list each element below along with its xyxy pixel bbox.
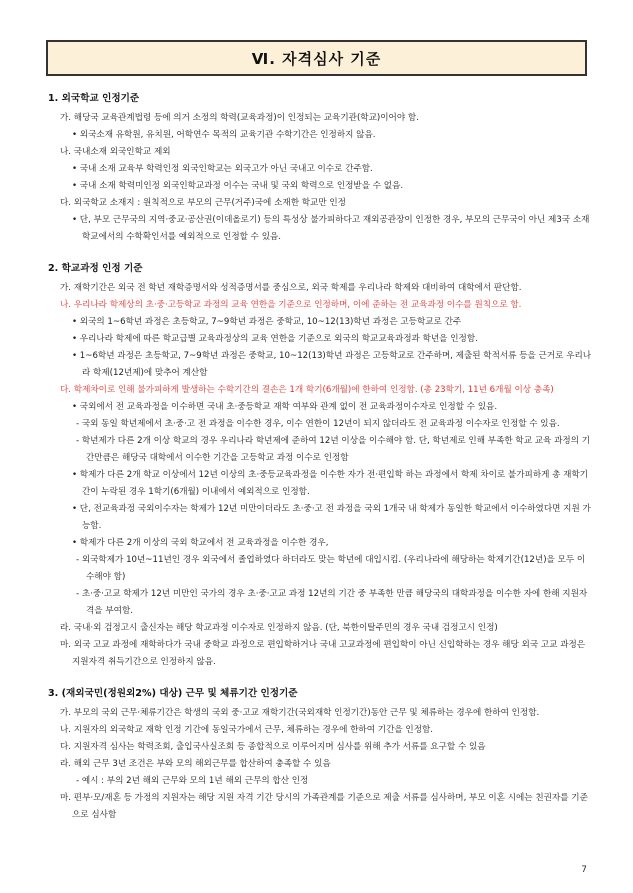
paragraph-line: 가. 재학기간은 외국 전 학년 재학증명서와 성적증명서를 중심으로, 외국 학제를 우리나라 학제와 대비하여 대학에서 판단함. [60,283,522,293]
paragraph-line: - 예시 : 부의 2년 해외 근무와 모의 1년 해외 근무의 합산 인정 [76,776,309,786]
paragraph-line: 나. 우리나라 학제상의 초·중·고등학교 과정의 교육 연한을 기준으로 인정하며, 이에 준하는 전 교육과정 이수를 원칙으로 함. [60,300,522,310]
paragraph-line: - 국외 동일 학년제에서 초·중·고 전 과정을 이수한 경우, 이수 연한이 12년이 되지 않더라도 전 교육과정 이수자로 인정할 수 있음. [76,419,560,429]
paragraph-line: 나. 국내소재 외국인학교 제외 [60,147,171,157]
paragraph-line: • 단, 부모 근무국의 지역·중교·공산권(이데올로기) 등의 특성상 불가피하다고 재외공관장이 인정한 경우, 부모의 근무국이 아닌 제3국 소재 학교에서의 수학확인서를 예외적으로 인정할 수 있음. [72,215,590,242]
page-title: Ⅵ. 자격심사 기준 [46,40,587,76]
section-heading: 3. (재외국민(정원외2%) 대상) 근무 및 체류기간 인정기준 [48,688,298,699]
paragraph-line: • 우리나라 학제에 따른 학교급별 교육과정상의 교육 연한을 기준으로 외국의 학교교육과정과 학년을 인정함. [72,334,478,344]
paragraph-line: • 국내 소재 학력미인정 외국인학교과정 이수는 국내 및 국외 학력으로 인정받을 수 없음. [72,181,404,191]
paragraph-line: - 초·중·고교 학제가 12년 미만인 국가의 경우 초·중·고교 과정 12년의 기간 중 부족한 만큼 해당국의 대학과정을 이수한 자에 한해 지원자격을 부여함. [76,589,588,616]
paragraph-line: - 외국학제가 10년~11년인 경우 외국에서 졸업하였다 하더라도 맞는 학년에 대입시킴. (우리나라에 해당하는 학제기간(12년)을 모두 이수해야 함) [76,555,586,582]
paragraph-line: 나. 지원자의 외국학교 재학 인정 기간에 동일국가에서 근무, 체류하는 경우에 한하여 기간을 인정함. [60,725,434,735]
document-body [44,90,592,838]
section-heading: 2. 학교과정 인정 기준 [48,263,143,274]
paragraph-line: • 외국의 1~6학년 과정은 초등학교, 7~9학년 과정은 중학교, 10~12(13)학년 과정은 고등학교로 간주 [72,317,462,327]
paragraph-line: • 학제가 다른 2개 이상의 국외 학교에서 전 교육과정을 이수한 경우, [72,538,329,548]
paragraph-line: • 1~6학년 과정은 초등학교, 7~9학년 과정은 중학교, 10~12(13)학년 과정은 고등학교로 간주하며, 제출된 학적서류 등을 근거로 우리나라 학제(12년제)에 맞추어 계산함 [72,351,592,378]
paragraph-line: 다. 지원자격 심사는 학력조회, 출입국사실조회 등 종합적으로 이루어지며 심사를 위해 추가 서류를 요구할 수 있음 [60,742,486,752]
page-number: 7 [581,865,587,875]
paragraph-line: 다. 외국학교 소재지 : 원칙적으로 부모의 근무(거주)국에 소재한 학교만 인정 [60,198,346,208]
paragraph-line: 라. 해외 근무 3년 조건은 부와 모의 해외근무를 합산하여 충족할 수 있음 [60,759,331,769]
section-2 [44,260,592,671]
paragraph-line: 다. 학제차이로 인해 불가피하게 발생하는 수학기간의 결손은 1개 학기(6개월)에 한하여 인정함. (총 23학기, 11년 6개월 이상 충족) [60,385,554,395]
paragraph-line: • 외국소재 유학원, 유치원, 어학연수 목적의 교육기관 수학기간은 인정하지 않음. [72,130,376,140]
paragraph-line: 마. 편부·모/재혼 등 가정의 지원자는 해당 지원 자격 기간 당시의 가족관계를 기준으로 제출 서류를 심사하며, 부모 이혼 시에는 친권자를 기준으로 심사함 [60,793,588,820]
paragraph-line: 마. 외국 고교 과정에 재학하다가 국내 중학교 과정으로 편입학하거나 국내 고교과정에 편입학이 아닌 신입학하는 경우 해당 외국 고교 과정은 지원자격 취득기간으로 인정하지 않음. [60,640,586,667]
section-1 [44,90,592,246]
paragraph-line: • 국외에서 전 교육과정을 이수하면 국내 초·중등학교 재학 여부와 관계 없이 전 교육과정이수자로 인정할 수 있음. [72,402,498,412]
paragraph-line: 가. 해당국 교육관계법령 등에 의거 소정의 학력(교육과정)이 인정되는 교육기관(학교)이어야 함. [60,113,419,123]
paragraph-line: 가. 부모의 국외 근무·체류기간은 학생의 국외 중·고교 재학기간(국외재학 인정기간)동안 근무 및 체류하는 경우에 한하여 인정함. [60,708,540,718]
paragraph-line: • 단, 전교육과정 국외이수자는 학제가 12년 미만이더라도 초·중·고 전 과정을 국외 1개국 내 학제가 동일한 학교에서 이수하였다면 지원 가능함. [72,504,591,531]
section-heading: 1. 외국학교 인정기준 [48,93,140,104]
paragraph-line: • 국내 소재 교육부 학력인정 외국인학교는 외국고가 아닌 국내고 이수로 간주함. [72,164,373,174]
paragraph-line: - 학년제가 다른 2개 이상 학교의 경우 우리나라 학년제에 준하여 12년 이상을 이수해야 함. 단, 학년제로 인해 부족한 학교 교육 과정의 기간만큼은 해당국 대학에서 이수한 기간을 고등학교 과정 이수로 인정함 [76,436,591,463]
paragraph-line: 라. 국내·외 검정고시 출신자는 해당 학교과정 이수자로 인정하지 않음. (단, 북한이탈주민의 경우 국내 검정고시 인정) [60,623,498,633]
paragraph-line: • 학제가 다른 2개 학교 이상에서 12년 이상의 초·중등교육과정을 이수한 자가 전·편입학 하는 과정에서 학제 차이로 불가피하게 총 재학기간이 누락된 경우 1학기(6개월) 이내에서 예외적으로 인정함. [72,470,589,497]
section-3 [44,685,592,824]
